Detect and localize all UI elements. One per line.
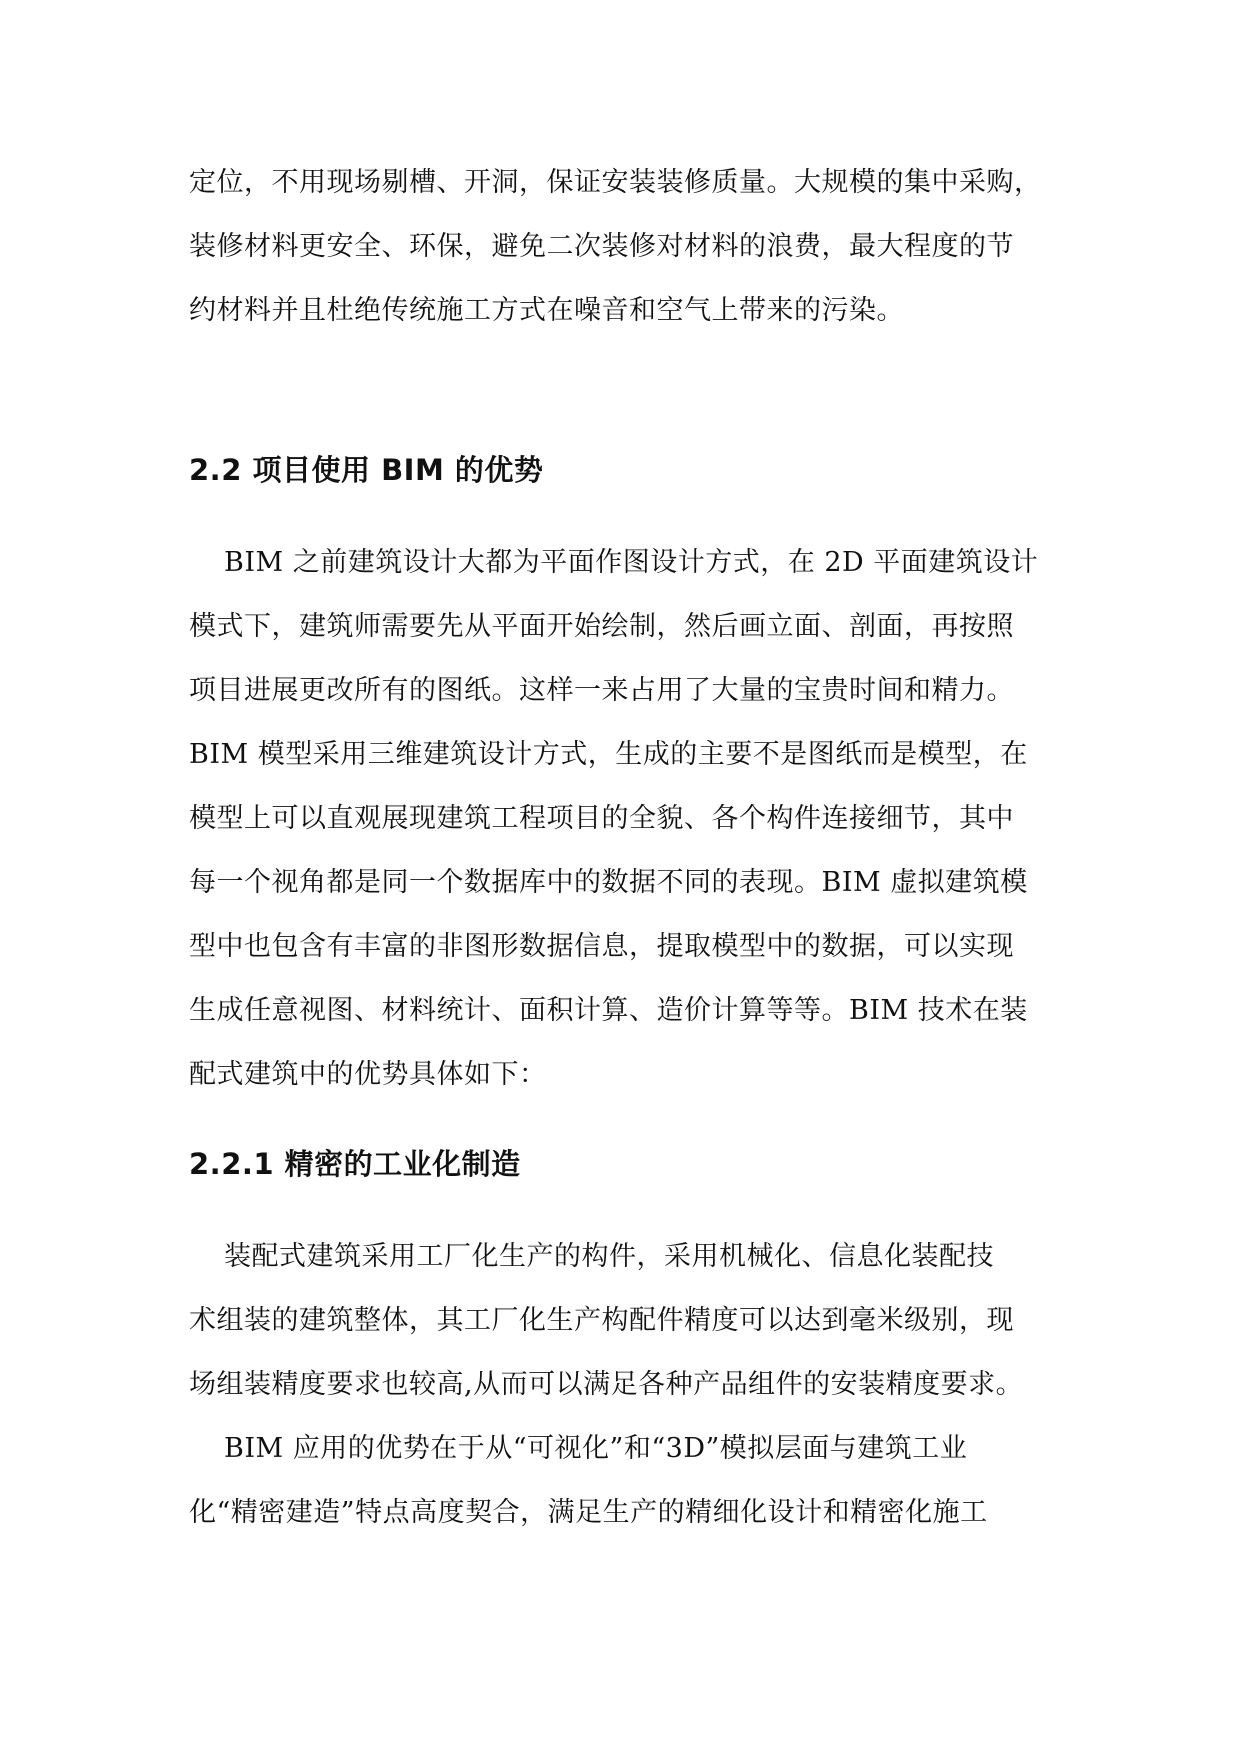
subsection-heading: 2.2.1 精密的工业化制造: [189, 1147, 521, 1181]
body-text-line: 装配式建筑采用工厂化生产的构件，采用机械化、信息化装配技: [224, 1241, 994, 1272]
body-text-line: 每一个视角都是同一个数据库中的数据不同的表现。BIM 虚拟建筑模: [189, 867, 1028, 898]
body-text-line: BIM 之前建筑设计大都为平面作图设计方式，在 2D 平面建筑设计: [224, 547, 1039, 578]
body-text-line: 定位，不用现场剔槽、开洞，保证安装装修质量。大规模的集中采购，: [189, 167, 1042, 198]
body-text-line: 生成任意视图、材料统计、面积计算、造价计算等等。BIM 技术在装: [189, 995, 1028, 1026]
body-text-line: 化“精密建造”特点高度契合，满足生产的精细化设计和精密化施工: [189, 1497, 988, 1528]
body-text-line: 场组装精度要求也较高,从而可以满足各种产品组件的安装精度要求。: [189, 1369, 1024, 1400]
body-text-line: 配式建筑中的优势具体如下：: [189, 1059, 547, 1090]
body-text-line: 装修材料更安全、环保，避免二次装修对材料的浪费，最大程度的节: [189, 231, 1014, 262]
body-text-line: 术组装的建筑整体，其工厂化生产构配件精度可以达到毫米级别，现: [189, 1305, 1014, 1336]
body-text-line: 模式下，建筑师需要先从平面开始绘制，然后画立面、剖面，再按照: [189, 611, 1014, 642]
body-text-line: 项目进展更改所有的图纸。这样一来占用了大量的宝贵时间和精力。: [189, 675, 1014, 706]
body-text-line: 约材料并且杜绝传统施工方式在噪音和空气上带来的污染。: [189, 295, 904, 326]
body-text-line: 模型上可以直观展现建筑工程项目的全貌、各个构件连接细节，其中: [189, 803, 1014, 834]
body-text-line: BIM 模型采用三维建筑设计方式，生成的主要不是图纸而是模型，在: [189, 739, 1028, 770]
body-text-line: 型中也包含有丰富的非图形数据信息，提取模型中的数据，可以实现: [189, 931, 1014, 962]
body-text-line: BIM 应用的优势在于从“可视化”和“3D”模拟层面与建筑工业: [224, 1433, 968, 1464]
section-heading: 2.2 项目使用 BIM 的优势: [189, 453, 544, 487]
